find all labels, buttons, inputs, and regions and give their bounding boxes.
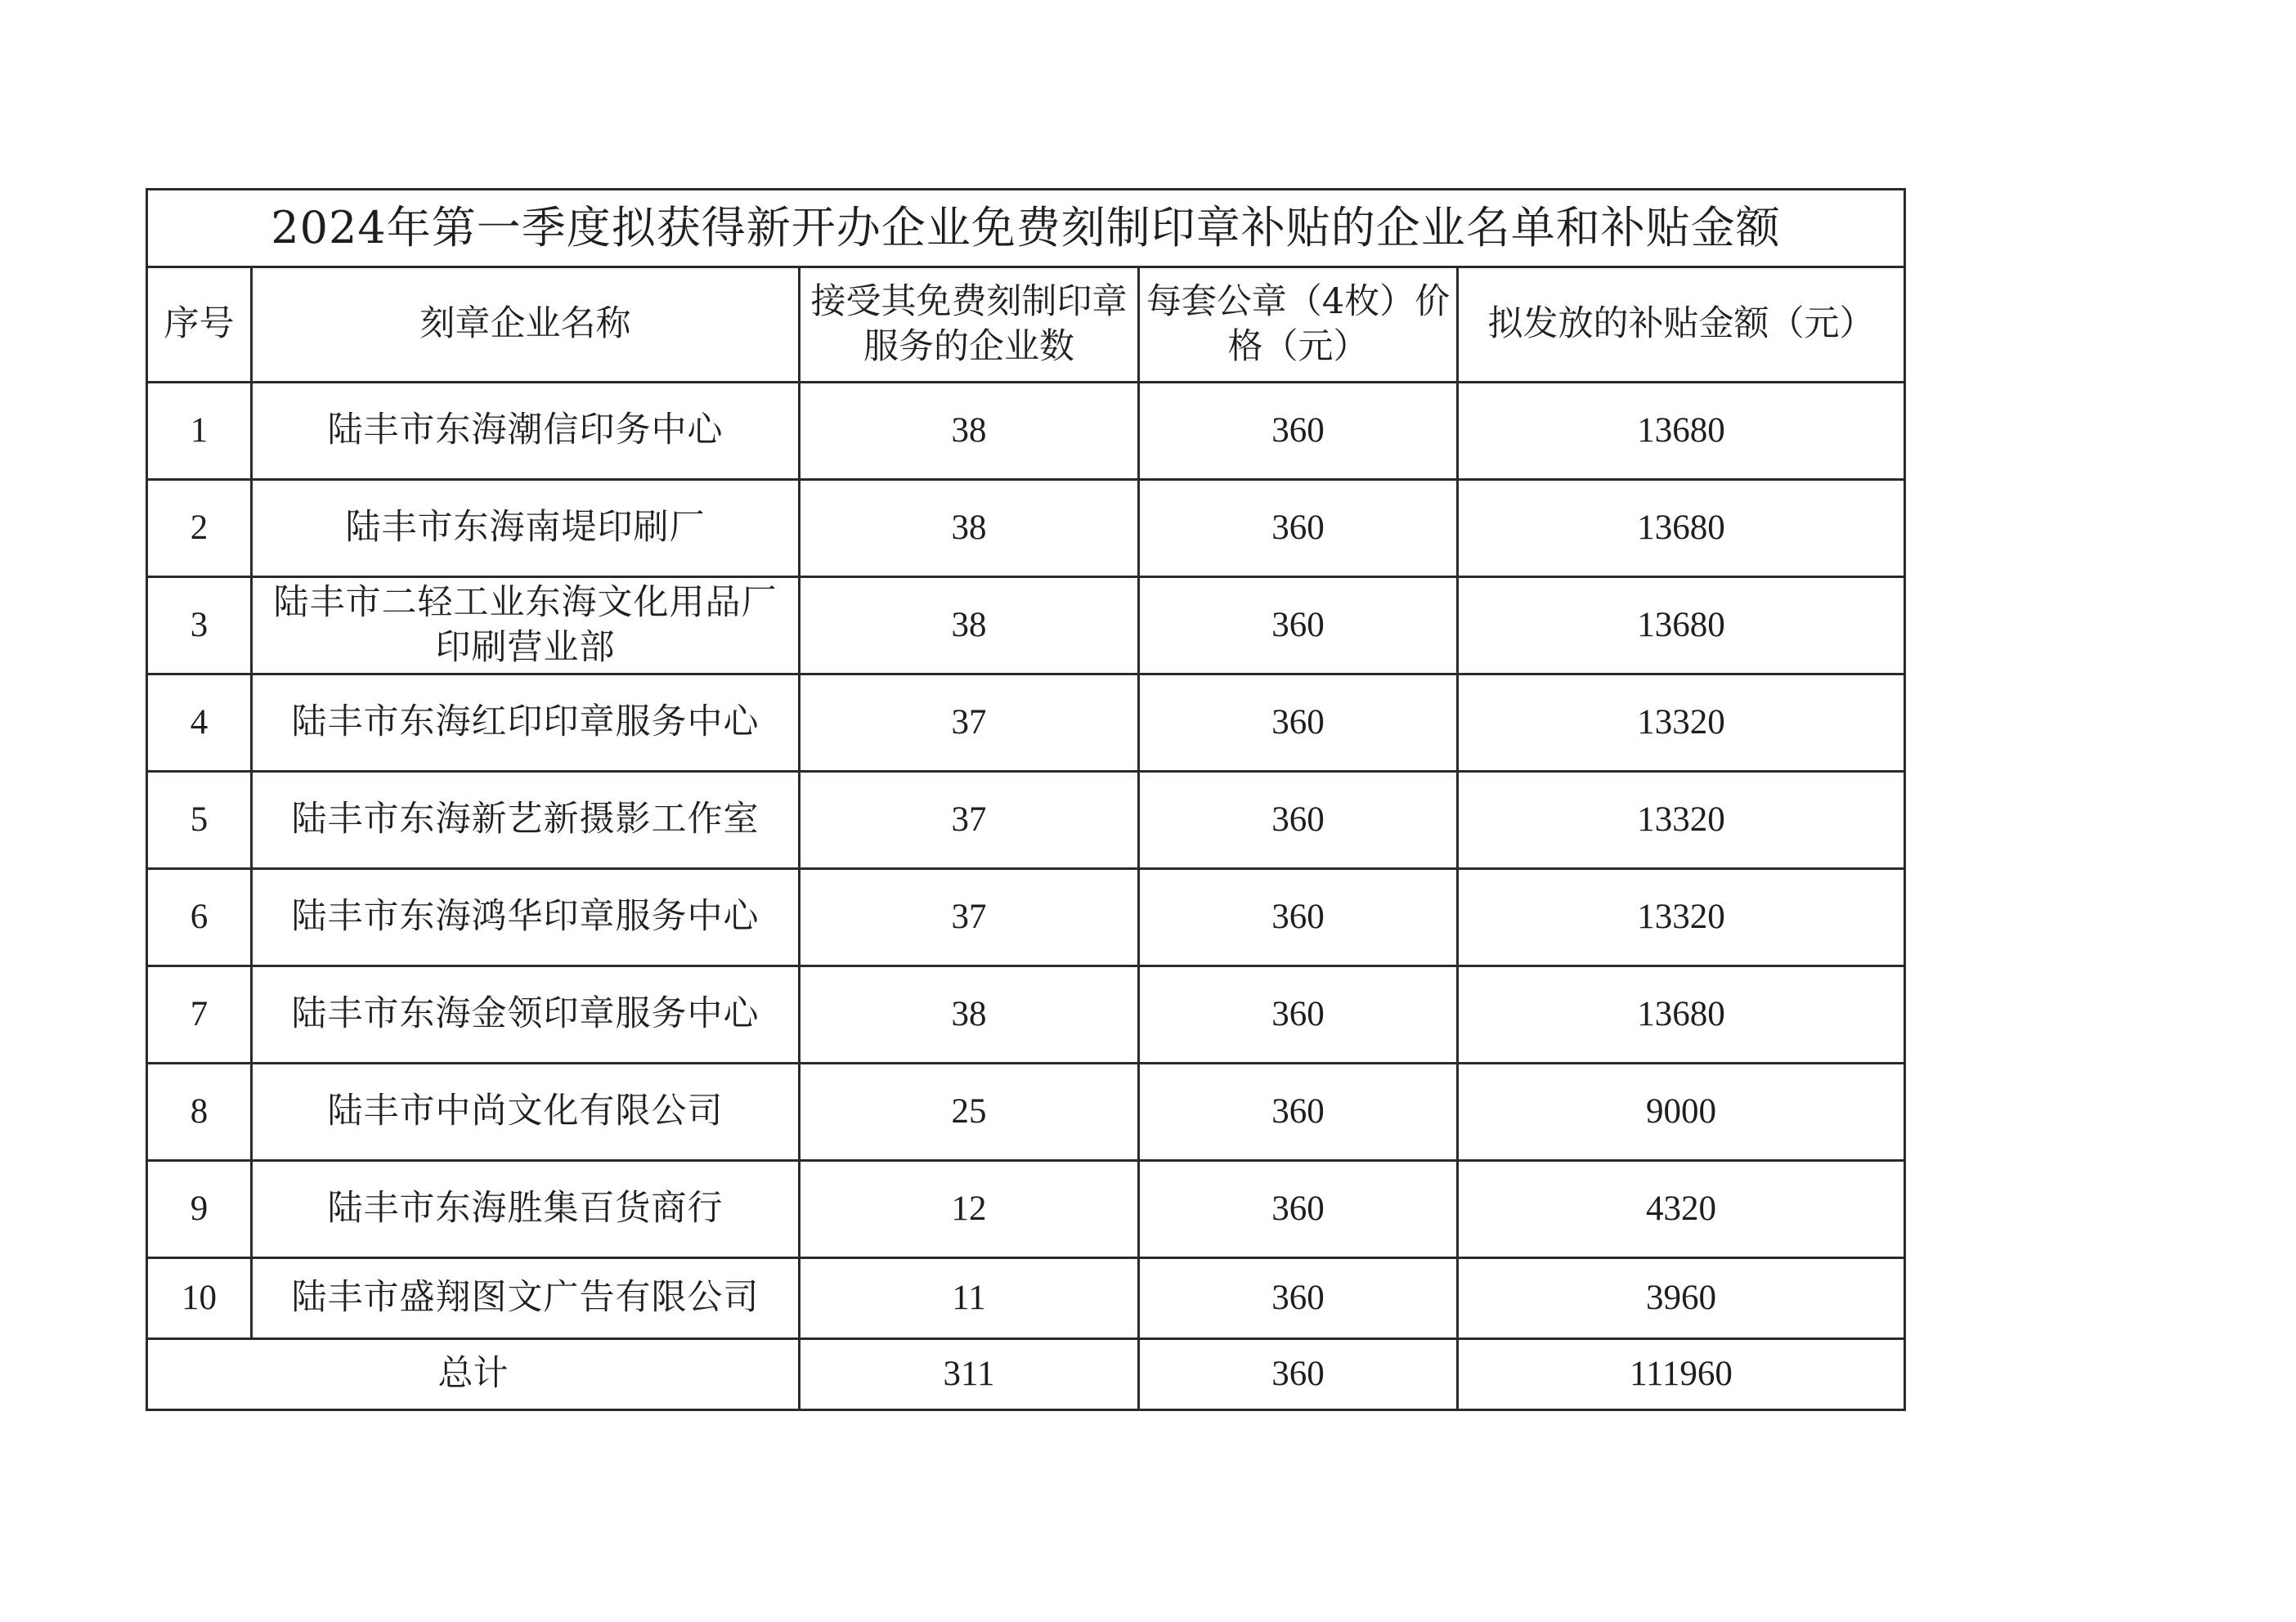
row-price: 360 [1139, 383, 1458, 480]
row-count: 38 [800, 577, 1139, 674]
row-price: 360 [1139, 1161, 1458, 1258]
row-price: 360 [1139, 1258, 1458, 1339]
row-price: 360 [1139, 1064, 1458, 1161]
row-amount: 13680 [1458, 577, 1905, 674]
row-seq: 9 [147, 1161, 252, 1258]
header-amount: 拟发放的补贴金额（元） [1458, 267, 1905, 383]
row-company-name: 陆丰市东海红印印章服务中心 [252, 674, 800, 772]
row-amount: 13320 [1458, 674, 1905, 772]
row-price: 360 [1139, 674, 1458, 772]
table-row [147, 1258, 1905, 1339]
row-amount: 13680 [1458, 383, 1905, 480]
row-seq: 6 [147, 869, 252, 966]
row-seq: 8 [147, 1064, 252, 1161]
row-seq: 3 [147, 577, 252, 674]
table-row [147, 480, 1905, 577]
row-amount: 9000 [1458, 1064, 1905, 1161]
row-count: 37 [800, 674, 1139, 772]
row-price: 360 [1139, 966, 1458, 1064]
header-count: 接受其免费刻制印章服务的企业数 [800, 267, 1139, 383]
row-price: 360 [1139, 577, 1458, 674]
row-price: 360 [1139, 480, 1458, 577]
row-count: 25 [800, 1064, 1139, 1161]
row-count: 38 [800, 480, 1139, 577]
row-company-name: 陆丰市中尚文化有限公司 [252, 1064, 800, 1161]
row-company-name: 陆丰市东海鸿华印章服务中心 [252, 869, 800, 966]
total-amount: 111960 [1458, 1339, 1905, 1410]
row-amount: 13320 [1458, 869, 1905, 966]
row-seq: 7 [147, 966, 252, 1064]
row-amount: 13320 [1458, 772, 1905, 869]
row-amount: 4320 [1458, 1161, 1905, 1258]
table-row [147, 1161, 1905, 1258]
row-price: 360 [1139, 772, 1458, 869]
row-count: 38 [800, 966, 1139, 1064]
subsidy-table [146, 188, 1906, 1411]
row-company-name: 陆丰市东海潮信印务中心 [252, 383, 800, 480]
row-count: 12 [800, 1161, 1139, 1258]
table-row [147, 1064, 1905, 1161]
header-seq: 序号 [147, 267, 252, 383]
row-count: 37 [800, 772, 1139, 869]
row-count: 38 [800, 383, 1139, 480]
table-title: 2024年第一季度拟获得新开办企业免费刻制印章补贴的企业名单和补贴金额 [147, 190, 1905, 267]
table-row [147, 577, 1905, 674]
row-price: 360 [1139, 869, 1458, 966]
row-company-name: 陆丰市盛翔图文广告有限公司 [252, 1258, 800, 1339]
row-amount: 3960 [1458, 1258, 1905, 1339]
total-row [147, 1339, 1905, 1410]
total-count: 311 [800, 1339, 1139, 1410]
table-row [147, 966, 1905, 1064]
header-price: 每套公章（4枚）价格（元） [1139, 267, 1458, 383]
row-seq: 2 [147, 480, 252, 577]
row-amount: 13680 [1458, 966, 1905, 1064]
table-row [147, 674, 1905, 772]
row-company-name: 陆丰市东海南堤印刷厂 [252, 480, 800, 577]
total-label: 总计 [147, 1339, 800, 1410]
table-row [147, 869, 1905, 966]
row-seq: 1 [147, 383, 252, 480]
table-row [147, 383, 1905, 480]
header-name: 刻章企业名称 [252, 267, 800, 383]
row-amount: 13680 [1458, 480, 1905, 577]
row-company-name: 陆丰市东海金领印章服务中心 [252, 966, 800, 1064]
row-seq: 4 [147, 674, 252, 772]
row-count: 37 [800, 869, 1139, 966]
row-seq: 5 [147, 772, 252, 869]
row-count: 11 [800, 1258, 1139, 1339]
row-company-name: 陆丰市东海新艺新摄影工作室 [252, 772, 800, 869]
total-price: 360 [1139, 1339, 1458, 1410]
header-row [147, 267, 1905, 383]
table-row [147, 772, 1905, 869]
row-company-name: 陆丰市东海胜集百货商行 [252, 1161, 800, 1258]
title-row [147, 190, 1905, 267]
row-seq: 10 [147, 1258, 252, 1339]
row-company-name: 陆丰市二轻工业东海文化用品厂印刷营业部 [252, 577, 800, 674]
